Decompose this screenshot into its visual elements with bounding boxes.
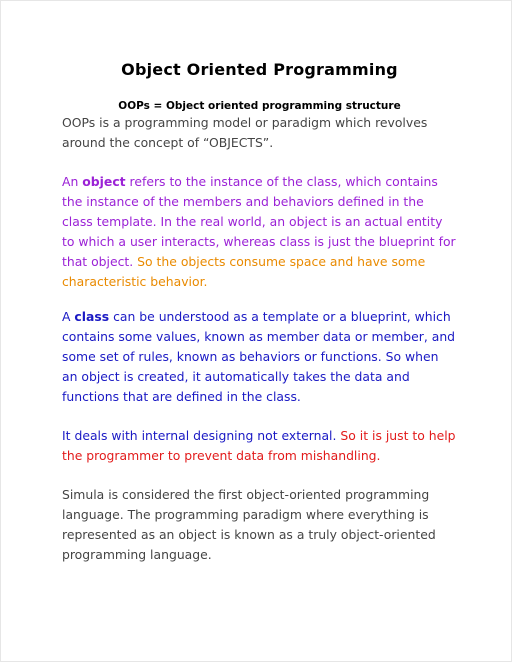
document-content bbox=[62, 57, 457, 565]
object-space-text: So the objects consume space and have some characteristic behavior. bbox=[62, 254, 426, 289]
internal-design-text: It deals with internal designing not external. bbox=[62, 428, 337, 443]
simula-text: Simula is considered the first object-oriented programming language. The programming paradigm where everything is represented as an object is known as a truly object-oriented programming language. bbox=[62, 487, 436, 562]
page-title: Object Oriented Programming bbox=[121, 60, 398, 79]
page-subtitle: OOPs = Object oriented programming structure bbox=[118, 100, 401, 112]
internal-design-paragraph bbox=[62, 426, 457, 466]
intro-paragraph bbox=[62, 113, 457, 153]
object-definition-text: refers to the instance of the class, which contains the instance of the members and behaviors defined in the class template. In the real world, an object is an actual entity to which a user interacts, whereas class is just the blueprint for that object. bbox=[62, 174, 456, 269]
simula-paragraph bbox=[62, 485, 457, 565]
class-keyword: class bbox=[74, 309, 110, 324]
class-prefix: A bbox=[62, 309, 75, 324]
object-prefix: An bbox=[62, 174, 83, 189]
object-paragraph bbox=[62, 172, 457, 292]
class-paragraph bbox=[62, 307, 457, 407]
class-definition-text: can be understood as a template or a blueprint, which contains some values, known as member data or member, and some set of rules, known as behaviors or functions. So when an object is created, it automatically takes the data and functions that are defined in the class. bbox=[62, 309, 456, 404]
prevent-mishandling-text: So it is just to help the programmer to prevent data from mishandling. bbox=[62, 428, 456, 463]
object-keyword: object bbox=[82, 174, 126, 189]
intro-text: OOPs is a programming model or paradigm which revolves around the concept of “OBJECTS”. bbox=[62, 115, 428, 150]
